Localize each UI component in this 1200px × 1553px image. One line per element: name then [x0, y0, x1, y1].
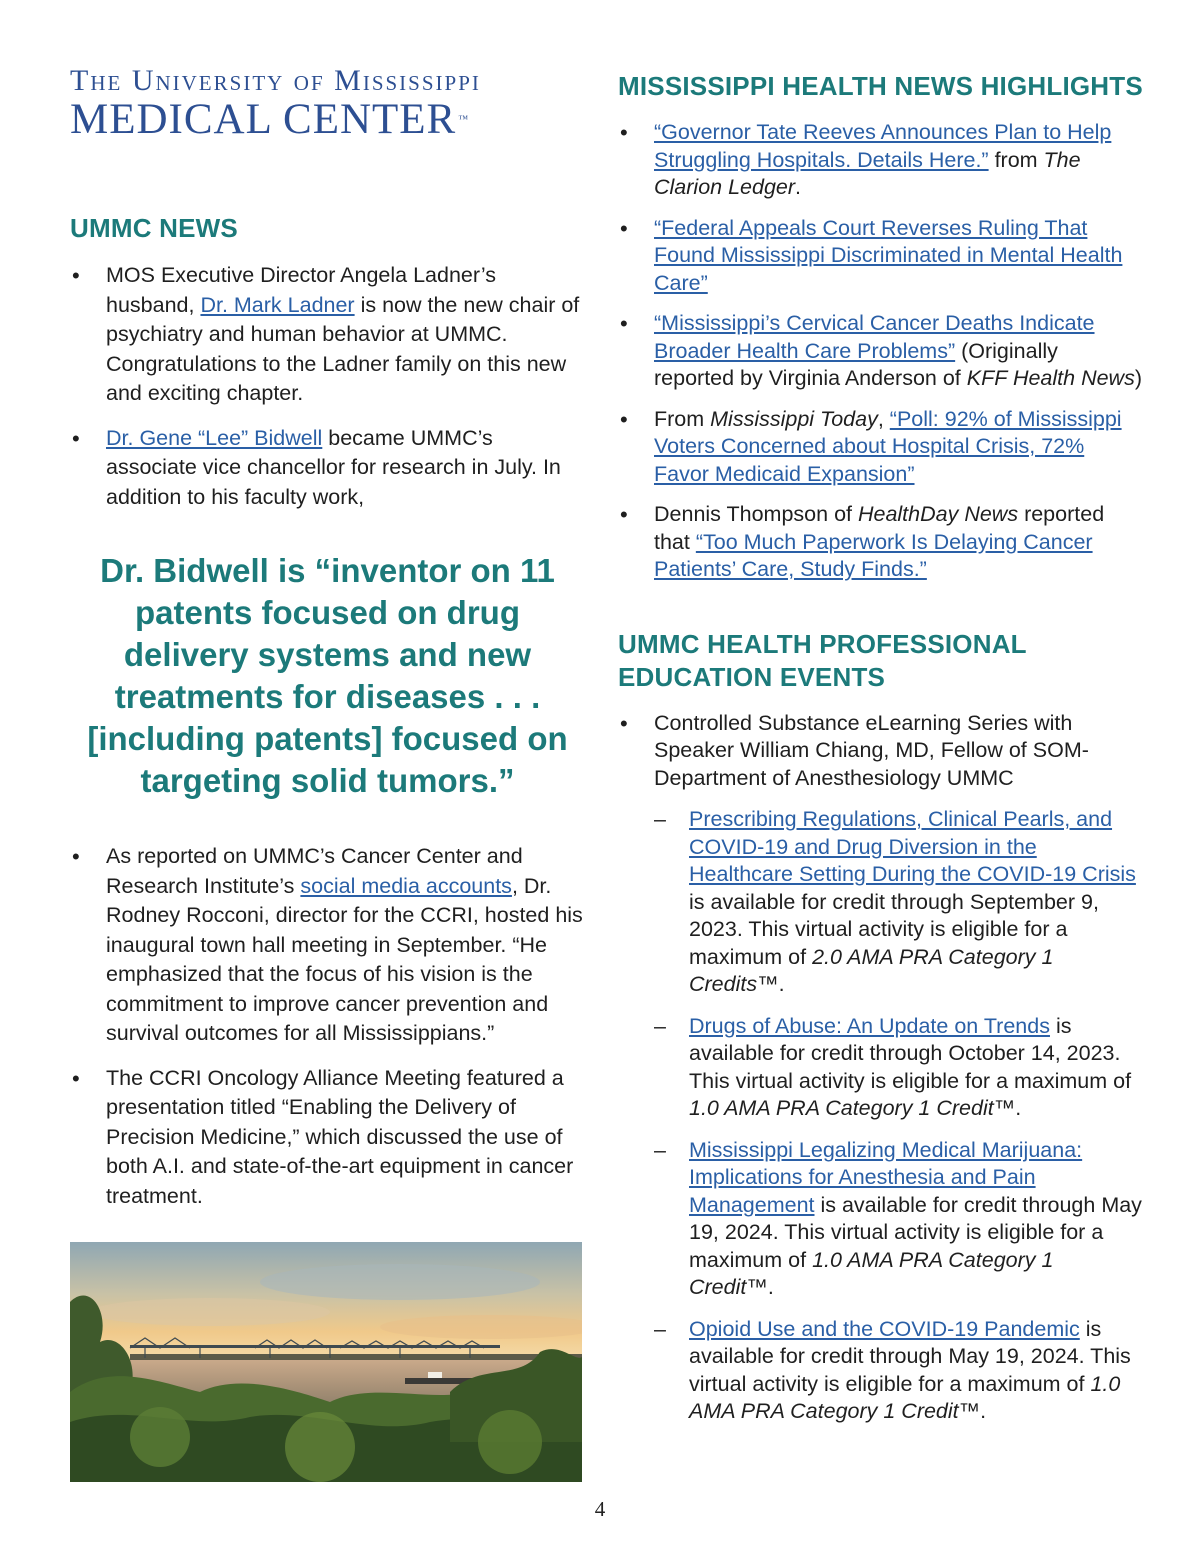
drugs-of-abuse-course-link[interactable]: Drugs of Abuse: An Update on Trends [689, 1013, 1050, 1038]
news-text: (Originally reported by Virginia Anderson of [654, 338, 1058, 390]
poll-hospital-crisis-link[interactable]: “Poll: 92% of Mississippi Voters Concerned about Hospital Crisis, 72% Favor Medicaid Expansion” [654, 406, 1122, 486]
course-text: ™. [958, 1399, 987, 1423]
right-column [618, 70, 1143, 1440]
news-text: , [877, 406, 890, 431]
opioid-use-course-link[interactable]: Opioid Use and the COVID-19 Pandemic [689, 1316, 1080, 1341]
list-item [70, 424, 585, 513]
ummc-news-list-continued [70, 842, 585, 1211]
logo-line-university: The University of Mississippi [70, 64, 481, 97]
mississippi-river-bridge-photo [70, 1242, 582, 1482]
prescribing-regulations-course-link[interactable]: Prescribing Regulations, Clinical Pearls, and COVID-19 and Drug Diversion in the Healthcare Setting During the COVID-19 Crisis [689, 807, 1136, 886]
news-text: . [795, 175, 802, 199]
bidwell-pullquote: Dr. Bidwell is “inventor on 11 patents focused on drug delivery systems and new treatments for diseases . . . [including patents] focused on targeting solid tumors.” [87, 552, 568, 799]
ummc-news-heading: UMMC NEWS [70, 213, 238, 243]
news-text: MOS Executive Director Angela Ladner’s husband, [106, 263, 496, 317]
news-text: from [988, 147, 1044, 172]
news-text: Dennis Thompson of [654, 502, 858, 526]
list-item [618, 119, 1143, 202]
course-item [654, 1316, 1143, 1426]
course-item [654, 806, 1143, 999]
education-events-heading [618, 628, 1143, 694]
cervical-cancer-deaths-link[interactable]: “Mississippi’s Cervical Cancer Deaths Indicate Broader Health Care Problems” [654, 311, 1095, 363]
news-source: Mississippi Today [710, 406, 878, 431]
course-credit: 1.0 AMA PRA Category 1 Credit [689, 1247, 1054, 1299]
news-text: became UMMC’s associate vice chancellor for research in July. In addition to his faculty work, [106, 425, 561, 509]
news-source: HealthDay News [857, 502, 1019, 526]
lee-bidwell-link[interactable]: Dr. Gene “Lee” Bidwell [106, 425, 323, 450]
course-text: is available for credit through May 19, 2024. This virtual activity is eligible for a maximum of [689, 1316, 1131, 1396]
federal-appeals-court-link[interactable]: “Federal Appeals Court Reverses Ruling That Found Mississippi Discriminated in Mental Health Care” [654, 215, 1123, 295]
list-item [70, 842, 585, 1049]
paperwork-cancer-link[interactable]: “Too Much Paperwork Is Delaying Cancer Patients’ Care, Study Finds.” [654, 529, 1093, 581]
course-item [654, 1013, 1143, 1123]
list-item [618, 310, 1143, 393]
elearning-series-intro: Controlled Substance eLearning Series with Speaker William Chiang, MD, Fellow of SOM-Department of Anesthesiology UMMC [654, 710, 1089, 790]
logo-medical-center-text: MEDICAL CENTER [70, 96, 457, 143]
logo-line-medical-center [70, 98, 540, 142]
course-text: is available for credit through September 9, 2023. This virtual activity is eligible for a maximum of [689, 889, 1099, 969]
education-heading-line: EDUCATION EVENTS [618, 661, 886, 692]
course-credit: 1.0 AMA PRA Category 1 Credit [689, 1371, 1121, 1423]
medical-marijuana-course-link[interactable]: Mississippi Legalizing Medical Marijuana: Implications for Anesthesia and Pain Management [689, 1137, 1083, 1217]
course-text: is available for credit through October 14, 2023. This virtual activity is eligible for a maximum of [689, 1013, 1132, 1093]
page-number: 4 [594, 1497, 606, 1521]
ummc-news-list [70, 261, 585, 512]
tate-reeves-hospitals-link[interactable]: “Governor Tate Reeves Announces Plan to Help Struggling Hospitals. Details Here.” [654, 120, 1112, 172]
list-item [70, 1064, 585, 1212]
course-text: ™. [746, 1275, 774, 1299]
news-text: As reported on UMMC’s Cancer Center and Research Institute’s [106, 844, 523, 898]
left-column [70, 212, 585, 1226]
list-item [618, 406, 1143, 489]
news-source: The Clarion Ledger [654, 147, 1081, 199]
news-text: From [654, 406, 711, 431]
social-media-accounts-link[interactable]: social media accounts [300, 873, 512, 898]
course-text: ™. [757, 972, 785, 996]
course-credit: 1.0 AMA PRA Category 1 Credit [689, 1096, 994, 1120]
news-text: , Dr. Rodney Rocconi, director for the CCRI, hosted his inaugural town hall meeting in September. “He emphasized that the focus of his vision is the commitment to improve cancer prevention and survival outcomes for all Mississippians.” [106, 873, 583, 1045]
news-source: KFF Health News [966, 366, 1135, 390]
list-item [70, 261, 585, 409]
education-heading-line: UMMC HEALTH PROFESSIONAL [618, 628, 1027, 659]
news-text: reported that [654, 502, 1105, 554]
list-item [618, 501, 1143, 584]
mark-ladner-link[interactable]: Dr. Mark Ladner [200, 292, 355, 317]
logo-trademark: ™ [458, 114, 470, 125]
news-text: The CCRI Oncology Alliance Meeting featured a presentation titled “Enabling the Delivery of Precision Medicine,” which discussed the use of both A.I. and state-of-the-art equipment in cancer treatment. [106, 1065, 574, 1208]
course-credit: 2.0 AMA PRA Category 1 Credits [689, 944, 1054, 996]
news-text: is now the new chair of psychiatry and human behavior at UMMC. Congratulations to the Ladner family on this new and exciting chapter. [106, 292, 580, 405]
list-item [618, 710, 1143, 1426]
health-news-heading: MISSISSIPPI HEALTH NEWS HIGHLIGHTS [618, 71, 1143, 101]
course-text: ™. [993, 1096, 1022, 1120]
course-item [654, 1137, 1143, 1302]
health-news-list [618, 119, 1143, 584]
list-item [618, 215, 1143, 298]
ummc-logo [70, 64, 540, 142]
course-text: is available for credit through May 19, 2024. This virtual activity is eligible for a maximum of [689, 1192, 1142, 1272]
course-list [654, 806, 1143, 1426]
education-list [618, 710, 1143, 1426]
news-text: ) [1134, 366, 1142, 390]
